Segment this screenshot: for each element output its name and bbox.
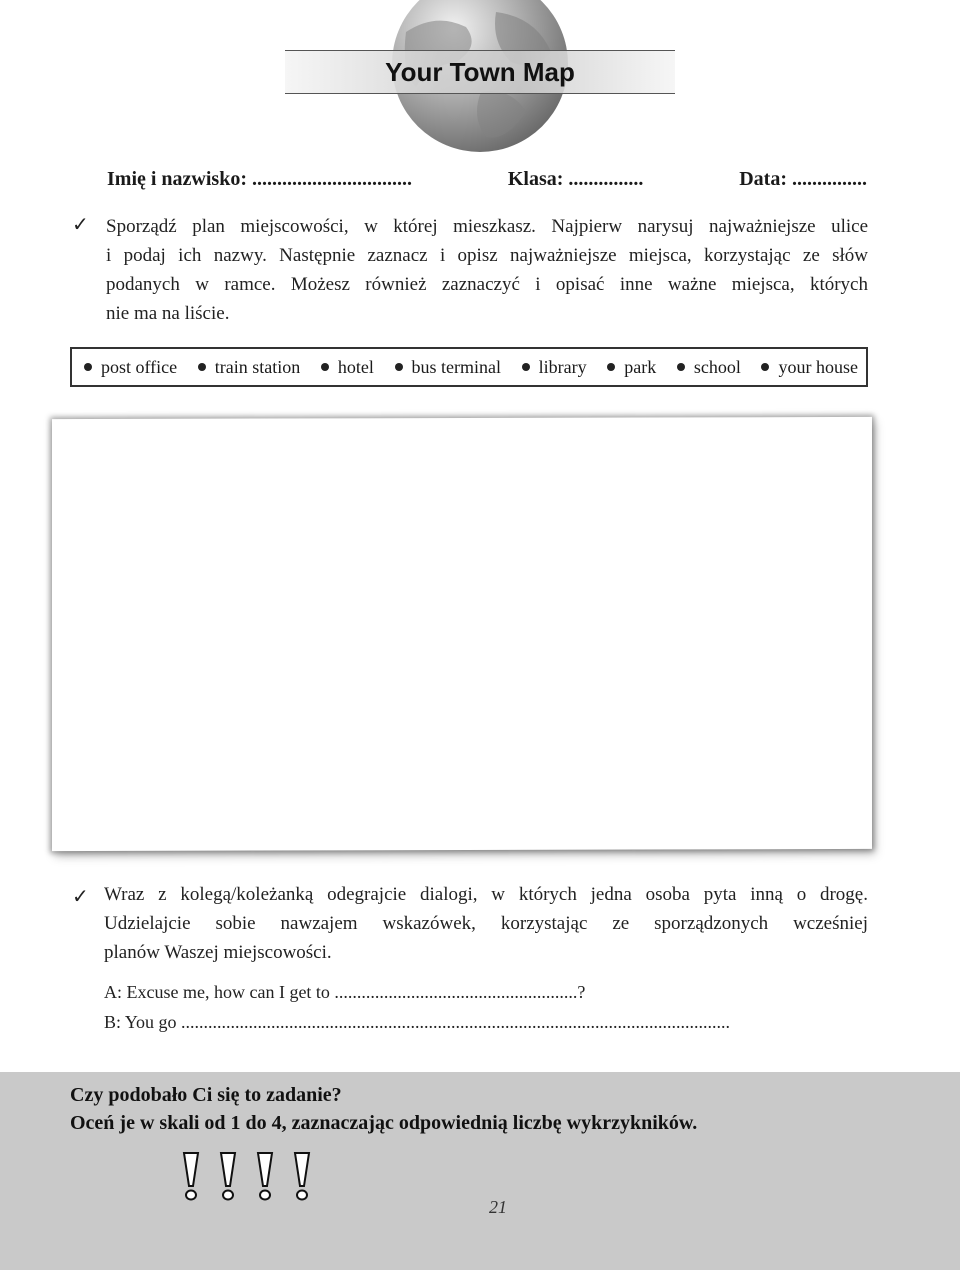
task1-line: Sporządź plan miejscowości, w której mieszkasz. Najpierw narysuj najważniejsze ulice (106, 216, 868, 237)
bullet-icon (761, 363, 769, 371)
map-drawing-area[interactable] (52, 417, 872, 851)
rating-footer (0, 1072, 960, 1270)
bullet-icon (198, 363, 206, 371)
name-field-label: Imię i nazwisko: ................................ (107, 168, 412, 190)
word-box (70, 347, 868, 387)
word-item: school (677, 357, 741, 378)
class-field-label: Klasa: ............... (507, 168, 644, 190)
page-title: Your Town Map (385, 56, 575, 87)
word-item: park (607, 357, 656, 378)
task1-line: nie ma na liście. (106, 303, 230, 324)
word-item: post office (84, 357, 177, 378)
exclamation-icon[interactable] (215, 1150, 241, 1202)
word-item: bus terminal (395, 357, 501, 378)
bullet-icon (677, 363, 685, 371)
rating-marks (178, 1150, 315, 1202)
date-field-label: Data: ............... (739, 168, 867, 190)
student-info-line (107, 168, 867, 191)
bullet-icon (84, 363, 92, 371)
word-item: your house (761, 357, 858, 378)
word-item: train station (198, 357, 300, 378)
word-item: hotel (321, 357, 374, 378)
rating-question: Czy podobało Ci się to zadanie? (70, 1084, 342, 1106)
exclamation-icon[interactable] (252, 1150, 278, 1202)
task2-line: Udzielajcie sobie nawzajem wskazówek, korzystając ze sporządzonych wcześniej (104, 913, 868, 934)
bullet-icon (321, 363, 329, 371)
dialog-line-b: B: You go .......................................................................................................................... (104, 1012, 731, 1032)
bullet-icon (522, 363, 530, 371)
dialog-line-a: A: Excuse me, how can I get to ......................................................? (104, 982, 586, 1002)
task2-line: Wraz z kolegą/koleżanką odegrajcie dialogi, w których jedna osoba pyta inną o drogę. (104, 884, 868, 905)
task1-line: i podaj ich nazwy. Następnie zaznacz i opisz najważniejsze miejsca, korzystając ze słów (106, 245, 868, 266)
bullet-icon (395, 363, 403, 371)
task2-line: planów Waszej miejscowości. (104, 942, 332, 963)
task2-instructions (104, 880, 868, 967)
task1-line: podanych w ramce. Możesz również zaznaczyć i opisać inne ważne miejsca, których (106, 274, 868, 295)
word-item: library (522, 357, 587, 378)
checkmark-icon: ✓ (72, 884, 89, 908)
checkmark-icon: ✓ (72, 212, 89, 236)
task1-instructions (106, 212, 868, 328)
page-number: 21 (489, 1197, 507, 1217)
rating-instruction: Oceń je w skali od 1 do 4, zaznaczając odpowiednią liczbę wykrzykników. (70, 1112, 698, 1134)
exclamation-icon[interactable] (289, 1150, 315, 1202)
title-banner (285, 50, 675, 94)
exclamation-icon[interactable] (178, 1150, 204, 1202)
bullet-icon (607, 363, 615, 371)
